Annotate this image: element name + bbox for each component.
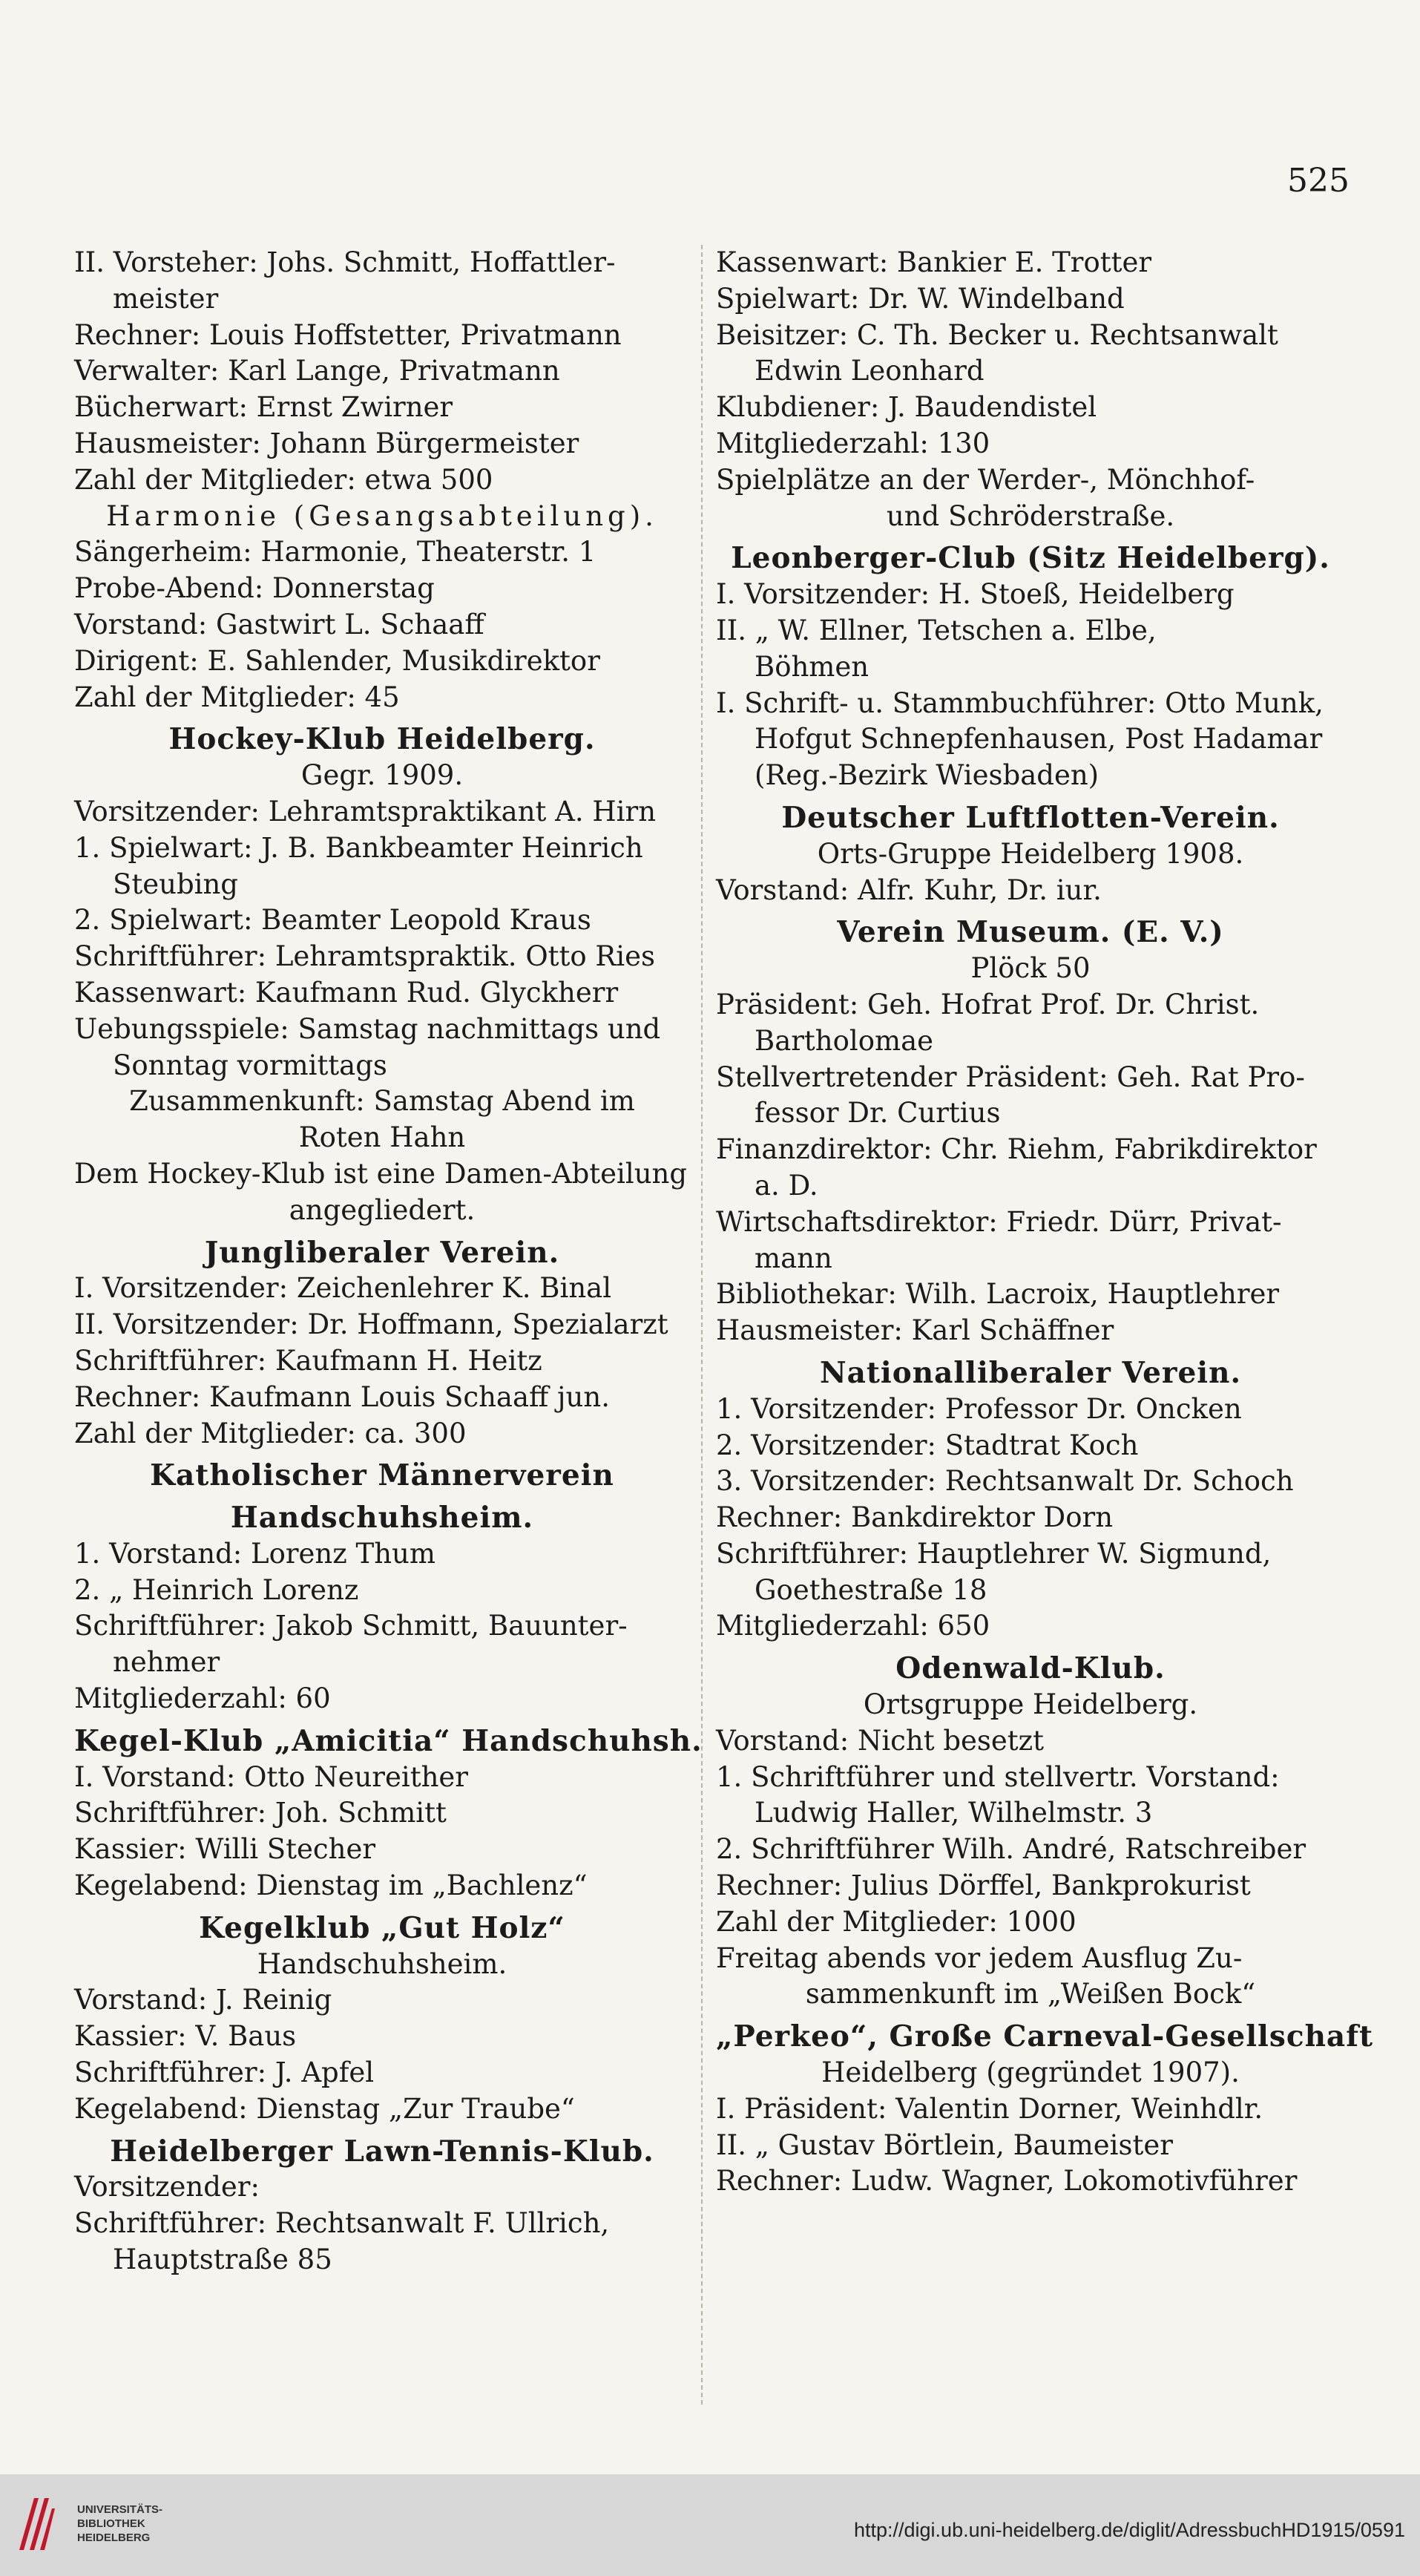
left-column bbox=[74, 245, 703, 2278]
text-line: Zahl der Mitglieder: 1000 bbox=[716, 1905, 1076, 1938]
text-line: Zusammenkunft: Samstag Abend im bbox=[129, 1085, 635, 1118]
text-line: Ortsgruppe Heidelberg. bbox=[863, 1688, 1198, 1721]
text-line: Dem Hockey-Klub ist eine Damen-Abteilung bbox=[74, 1157, 688, 1190]
text-line: I. Präsident: Valentin Dorner, Weinhdlr. bbox=[716, 2092, 1263, 2125]
text-line: 2. „ Heinrich Lorenz bbox=[74, 1573, 359, 1606]
text-line: Vorstand: J. Reinig bbox=[74, 1984, 332, 2016]
text-line: Zahl der Mitglieder: 45 bbox=[74, 681, 400, 713]
section-heading: Katholischer Männerverein bbox=[150, 1458, 614, 1493]
text-line: Schriftführer: Joh. Schmitt bbox=[74, 1797, 447, 1829]
text-line: Böhmen bbox=[755, 650, 870, 683]
section-heading: Heidelberger Lawn-Tennis-Klub. bbox=[110, 2134, 654, 2169]
text-line: Kassier: V. Baus bbox=[74, 2020, 297, 2053]
text-line: II. Vorsitzender: Dr. Hoffmann, Spezialarzt bbox=[74, 1308, 668, 1341]
text-line: Schriftführer: Jakob Schmitt, Bauunter- bbox=[74, 1610, 628, 1642]
library-name bbox=[77, 2503, 162, 2545]
text-line: Sonntag vormittags bbox=[113, 1049, 387, 1081]
section-heading: Verein Museum. (E. V.) bbox=[837, 915, 1224, 950]
library-name-line: HEIDELBERG bbox=[77, 2531, 151, 2544]
library-logo-icon bbox=[13, 2491, 58, 2557]
text-line: Rechner: Louis Hoffstetter, Privatmann bbox=[74, 318, 622, 351]
section-heading: Deutscher Luftflotten-Verein. bbox=[781, 800, 1280, 835]
library-name-line: UNIVERSITÄTS- bbox=[77, 2503, 163, 2516]
text-line: 1. Spielwart: J. B. Bankbeamter Heinrich bbox=[74, 831, 643, 864]
text-line: Vorsitzender: Lehramtspraktikant A. Hirn bbox=[74, 795, 657, 827]
text-line: Finanzdirektor: Chr. Riehm, Fabrikdirektor bbox=[716, 1133, 1317, 1166]
text-line: I. Vorstand: Otto Neureither bbox=[74, 1760, 468, 1793]
text-line: Hofgut Schnepfenhausen, Post Hadamar bbox=[755, 723, 1323, 756]
text-line: II. Vorsteher: Johs. Schmitt, Hoffattler- bbox=[74, 246, 616, 278]
text-line: a. D. bbox=[755, 1169, 818, 1202]
section-heading: Nationalliberaler Verein. bbox=[819, 1355, 1242, 1390]
text-line: I. Vorsitzender: H. Stoeß, Heidelberg bbox=[716, 578, 1235, 611]
text-line: Handschuhsheim. bbox=[257, 1947, 507, 1980]
text-line: Bibliothekar: Wilh. Lacroix, Hauptlehrer bbox=[716, 1278, 1280, 1311]
text-line: Schriftführer: Rechtsanwalt F. Ullrich, bbox=[74, 2207, 610, 2240]
text-line: Schriftführer: Kaufmann H. Heitz bbox=[74, 1344, 542, 1377]
text-line: Mitgliederzahl: 650 bbox=[716, 1610, 990, 1642]
section-heading: Hockey-Klub Heidelberg. bbox=[168, 722, 596, 757]
text-line: Bücherwart: Ernst Zwirner bbox=[74, 391, 453, 424]
text-line: Mitgliederzahl: 60 bbox=[74, 1682, 331, 1715]
text-line: Klubdiener: J. Baudendistel bbox=[716, 391, 1097, 424]
text-line: Sängerheim: Harmonie, Theaterstr. 1 bbox=[74, 536, 596, 568]
text-line: Verwalter: Karl Lange, Privatmann bbox=[74, 355, 560, 387]
text-line: Präsident: Geh. Hofrat Prof. Dr. Christ. bbox=[716, 988, 1260, 1020]
text-line: Hausmeister: Johann Bürgermeister bbox=[74, 427, 579, 459]
text-line: 2. Schriftführer Wilh. André, Ratschreiber bbox=[716, 1833, 1306, 1866]
section-heading: Leonberger-Club (Sitz Heidelberg). bbox=[731, 541, 1330, 576]
section-heading: Handschuhsheim. bbox=[230, 1501, 534, 1536]
text-line: und Schröderstraße. bbox=[886, 499, 1175, 532]
text-line: Kassenwart: Kaufmann Rud. Glyckherr bbox=[74, 976, 619, 1009]
text-line: Spielwart: Dr. W. Windelband bbox=[716, 282, 1125, 315]
text-line: Stellvertretender Präsident: Geh. Rat Pro- bbox=[716, 1061, 1305, 1093]
text-line: Vorstand: Gastwirt L. Schaaff bbox=[74, 608, 484, 640]
text-line: sammenkunft im „Weißen Bock“ bbox=[805, 1978, 1256, 2010]
footer-bar bbox=[0, 2474, 1420, 2576]
text-line: Uebungsspiele: Samstag nachmittags und bbox=[74, 1012, 661, 1045]
text-line: Vorsitzender: bbox=[74, 2171, 260, 2203]
text-line: Ludwig Haller, Wilhelmstr. 3 bbox=[755, 1797, 1153, 1829]
text-line: II. „ Gustav Börtlein, Baumeister bbox=[716, 2128, 1173, 2161]
text-line: Gegr. 1909. bbox=[300, 759, 464, 792]
library-name-line: BIBLIOTHEK bbox=[77, 2517, 145, 2530]
text-line: I. Schrift- u. Stammbuchführer: Otto Munk, bbox=[716, 686, 1324, 719]
text-line: Vorstand: Alfr. Kuhr, Dr. iur. bbox=[716, 874, 1102, 906]
text-line: Roten Hahn bbox=[298, 1121, 466, 1154]
section-heading: Jungliberaler Verein. bbox=[204, 1235, 560, 1270]
text-line: Edwin Leonhard bbox=[755, 355, 985, 387]
column-divider bbox=[701, 245, 703, 2405]
section-heading: Kegel-Klub „Amicitia“ Handschuhsh. bbox=[74, 1723, 703, 1758]
page-number: 525 bbox=[1287, 162, 1350, 200]
text-line: Rechner: Kaufmann Louis Schaaff jun. bbox=[74, 1380, 610, 1413]
text-line: Hausmeister: Karl Schäffner bbox=[716, 1314, 1114, 1347]
text-line: Bartholomae bbox=[755, 1024, 934, 1057]
text-line: Rechner: Ludw. Wagner, Lokomotivführer bbox=[716, 2165, 1298, 2198]
text-line: Heidelberg (gegründet 1907). bbox=[821, 2056, 1240, 2089]
text-line: Orts-Gruppe Heidelberg 1908. bbox=[817, 837, 1244, 870]
text-line: Zahl der Mitglieder: etwa 500 bbox=[74, 463, 493, 496]
text-line: 1. Schriftführer und stellvertr. Vorstand: bbox=[716, 1760, 1280, 1793]
text-line: II. „ W. Ellner, Tetschen a. Elbe, bbox=[716, 614, 1157, 646]
text-line: Harmonie (Gesangsabteilung). bbox=[106, 499, 658, 532]
text-line: (Reg.-Bezirk Wiesbaden) bbox=[755, 759, 1099, 792]
text-line: Zahl der Mitglieder: ca. 300 bbox=[74, 1417, 467, 1449]
text-line: fessor Dr. Curtius bbox=[755, 1097, 1001, 1130]
text-line: nehmer bbox=[113, 1646, 220, 1679]
text-line: Dirigent: E. Sahlender, Musikdirektor bbox=[74, 644, 600, 677]
text-line: Freitag abends vor jedem Ausflug Zu- bbox=[716, 1941, 1243, 1974]
section-heading: Odenwald-Klub. bbox=[895, 1651, 1166, 1686]
text-line: Probe-Abend: Donnerstag bbox=[74, 572, 435, 605]
text-line: Vorstand: Nicht besetzt bbox=[716, 1724, 1045, 1757]
section-heading: Kegelklub „Gut Holz“ bbox=[199, 1910, 565, 1945]
text-line: Beisitzer: C. Th. Becker u. Rechtsanwalt bbox=[716, 318, 1278, 351]
text-line: Steubing bbox=[113, 868, 238, 900]
section-heading: „Perkeo“, Große Carneval-Gesellschaft bbox=[716, 2019, 1373, 2054]
text-line: 1. Vorstand: Lorenz Thum bbox=[74, 1537, 435, 1570]
text-line: Kegelabend: Dienstag im „Bachlenz“ bbox=[74, 1869, 588, 1902]
text-line: Plöck 50 bbox=[970, 952, 1091, 985]
text-line: 2. Spielwart: Beamter Leopold Kraus bbox=[74, 904, 591, 937]
text-line: I. Vorsitzender: Zeichenlehrer K. Binal bbox=[74, 1272, 612, 1305]
text-line: Wirtschaftsdirektor: Friedr. Dürr, Privat- bbox=[716, 1205, 1282, 1238]
text-line: Rechner: Bankdirektor Dorn bbox=[716, 1501, 1114, 1534]
text-line: meister bbox=[113, 282, 219, 315]
text-line: 2. Vorsitzender: Stadtrat Koch bbox=[716, 1429, 1139, 1461]
text-line: Spielplätze an der Werder-, Mönchhof- bbox=[716, 463, 1255, 496]
text-line: Hauptstraße 85 bbox=[113, 2244, 332, 2276]
text-line: Goethestraße 18 bbox=[755, 1573, 987, 1606]
text-line: angegliedert. bbox=[289, 1193, 476, 1226]
text-line: Kegelabend: Dienstag „Zur Traube“ bbox=[74, 2092, 575, 2125]
text-line: 1. Vorsitzender: Professor Dr. Oncken bbox=[716, 1392, 1242, 1425]
text-line: mann bbox=[755, 1242, 832, 1274]
text-line: 3. Vorsitzender: Rechtsanwalt Dr. Schoch bbox=[716, 1465, 1294, 1498]
text-line: Kassenwart: Bankier E. Trotter bbox=[716, 246, 1152, 278]
text-line: Kassier: Willi Stecher bbox=[74, 1833, 376, 1866]
text-line: Schriftführer: Lehramtspraktik. Otto Ries bbox=[74, 940, 655, 973]
text-line: Mitgliederzahl: 130 bbox=[716, 427, 990, 459]
source-url-link[interactable]: http://digi.ub.uni-heidelberg.de/diglit/AdressbuchHD1915/0591 bbox=[853, 2519, 1405, 2541]
text-line: Rechner: Julius Dörffel, Bankprokurist bbox=[716, 1869, 1251, 1902]
right-column bbox=[716, 245, 1373, 2200]
text-line: Schriftführer: J. Apfel bbox=[74, 2056, 375, 2089]
text-line: Schriftführer: Hauptlehrer W. Sigmund, bbox=[716, 1537, 1272, 1570]
